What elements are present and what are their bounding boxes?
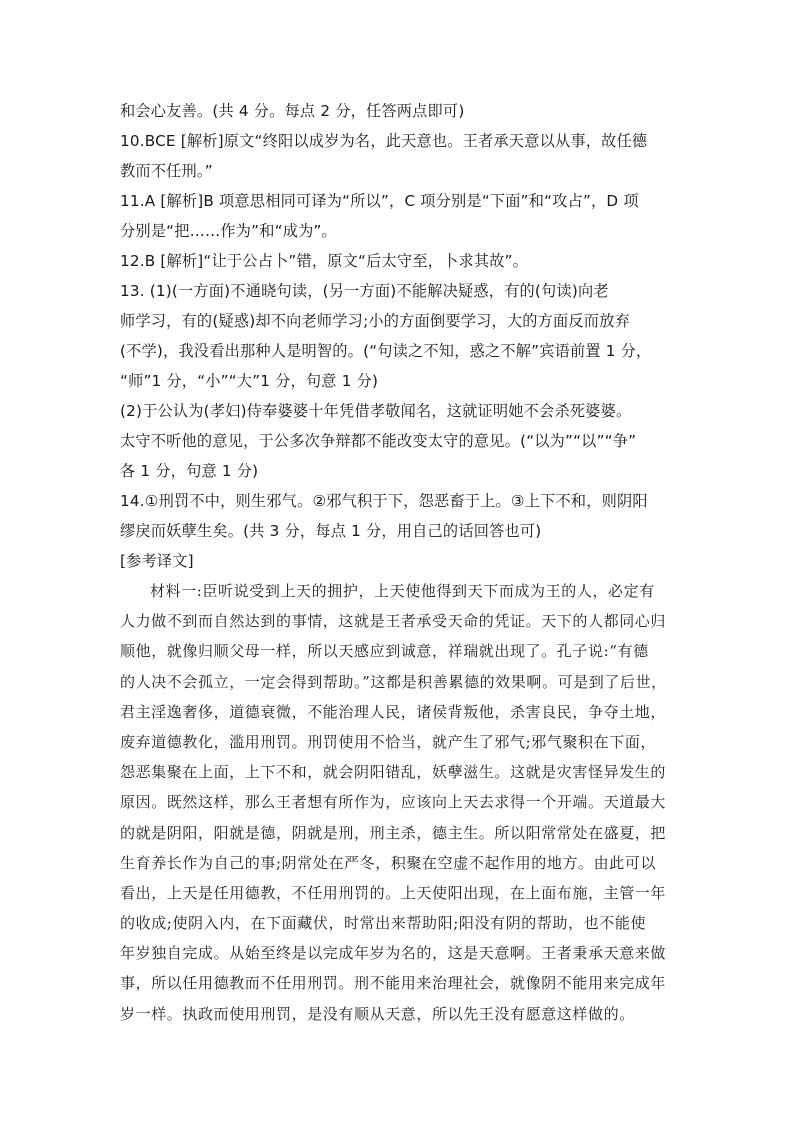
answer-line: 教而不任刑。” bbox=[120, 162, 213, 180]
translation-line: 看出，上天是任用德教，不任用刑罚的。上天使阳出现，在上面布施，主管一年 bbox=[120, 883, 667, 902]
answer-line: (不学)，我没看出那种人是明智的。(“句读之不知，惑之不解”宾语前置 1 分， bbox=[120, 342, 652, 360]
translation-line: 人力做不到而自然达到的事情，这就是王者承受天命的凭证。天下的人都同心归 bbox=[120, 612, 667, 631]
answer-line: 11.A [解析]B 项意思相同可译为“所以”，C 项分别是“下面”和“攻占”，D 项 bbox=[120, 192, 639, 210]
answer-line: 太守不听他的意见，于公多次争辩都不能改变太守的意见。(“以为”“以”“争” bbox=[120, 432, 637, 450]
answer-line: 14.①刑罚不中，则生邪气。②邪气积于下，怨恶畜于上。③上下不和，则阴阳 bbox=[120, 492, 648, 510]
translation-line: 岁一样。执政而使用刑罚，是没有顺从天意，所以先王没有愿意这样做的。 bbox=[120, 1004, 635, 1023]
reference-translation-heading: [参考译文] bbox=[120, 552, 194, 570]
document-page bbox=[120, 96, 680, 1029]
translation-line: 事，所以任用德教而不任用刑罚。刑不能用来治理社会，就像阴不能用来完成年 bbox=[120, 974, 667, 993]
answer-line: 缪戾而妖孽生矣。(共 3 分，每点 1 分，用自己的话回答也可) bbox=[120, 522, 542, 540]
answer-line: (2)于公认为(孝妇)侍奉婆婆十年凭借孝敬闻名，这就证明她不会杀死婆婆。 bbox=[120, 402, 632, 420]
answer-line: “师”1 分，“小”“大”1 分，句意 1 分) bbox=[120, 372, 379, 390]
translation-line: 君主淫逸奢侈，道德衰微，不能治理人民，诸侯背叛他，杀害良民，争夺土地， bbox=[120, 702, 667, 721]
translation-line: 原因。既然这样，那么王者想有所作为，应该向上天去求得一个开端。天道最大 bbox=[120, 793, 667, 812]
answer-line: 和会心友善。(共 4 分。每点 2 分，任答两点即可) bbox=[120, 102, 465, 120]
answer-line: 13. (1)(一方面)不通晓句读，(另一方面)不能解决疑惑，有的(句读)向老 bbox=[120, 282, 609, 300]
answer-line: 12.B [解析]“让于公占卜”错，原文“后太守至，卜求其故”。 bbox=[120, 252, 529, 270]
translation-line: 的就是阴阳，阳就是德，阴就是刑，刑主杀，德主生。所以阳常常处在盛夏，把 bbox=[120, 823, 667, 842]
translation-line: 怨恶集聚在上面，上下不和，就会阴阳错乱，妖孽滋生。这就是灾害怪异发生的 bbox=[120, 763, 667, 782]
translation-line: 生育养长作为自己的事;阴常处在严冬，积聚在空虚不起作用的地方。由此可以 bbox=[120, 853, 657, 872]
translation-line: 材料一:臣听说受到上天的拥护，上天使他得到天下而成为王的人，必定有 bbox=[150, 582, 655, 600]
answer-line: 师学习，有的(疑惑)却不向老师学习;小的方面倒要学习，大的方面反而放弃 bbox=[120, 312, 630, 330]
translation-line: 的收成;使阴入内，在下面藏伏，时常出来帮助阳;阳没有阴的帮助，也不能使 bbox=[120, 914, 647, 933]
answer-line: 10.BCE [解析]原文“终阳以成岁为名，此天意也。王者承天意以从事，故任德 bbox=[120, 132, 648, 150]
translation-line: 顺他，就像归顺父母一样，所以天感应到诚意，祥瑞就出现了。孔子说:“有德 bbox=[120, 642, 649, 661]
translation-line: 的人决不会孤立，一定会得到帮助。”这都是积善累德的效果啊。可是到了后世， bbox=[120, 672, 667, 691]
translation-line: 废弃道德教化，滥用刑罚。刑罚使用不恰当，就产生了邪气;邪气聚积在下面， bbox=[120, 732, 657, 751]
translation-line: 年岁独自完成。从始至终是以完成年岁为名的，这是天意啊。王者秉承天意来做 bbox=[120, 944, 667, 963]
answer-line: 各 1 分，句意 1 分) bbox=[120, 462, 259, 480]
answer-line: 分别是“把……作为”和“成为”。 bbox=[120, 222, 337, 240]
